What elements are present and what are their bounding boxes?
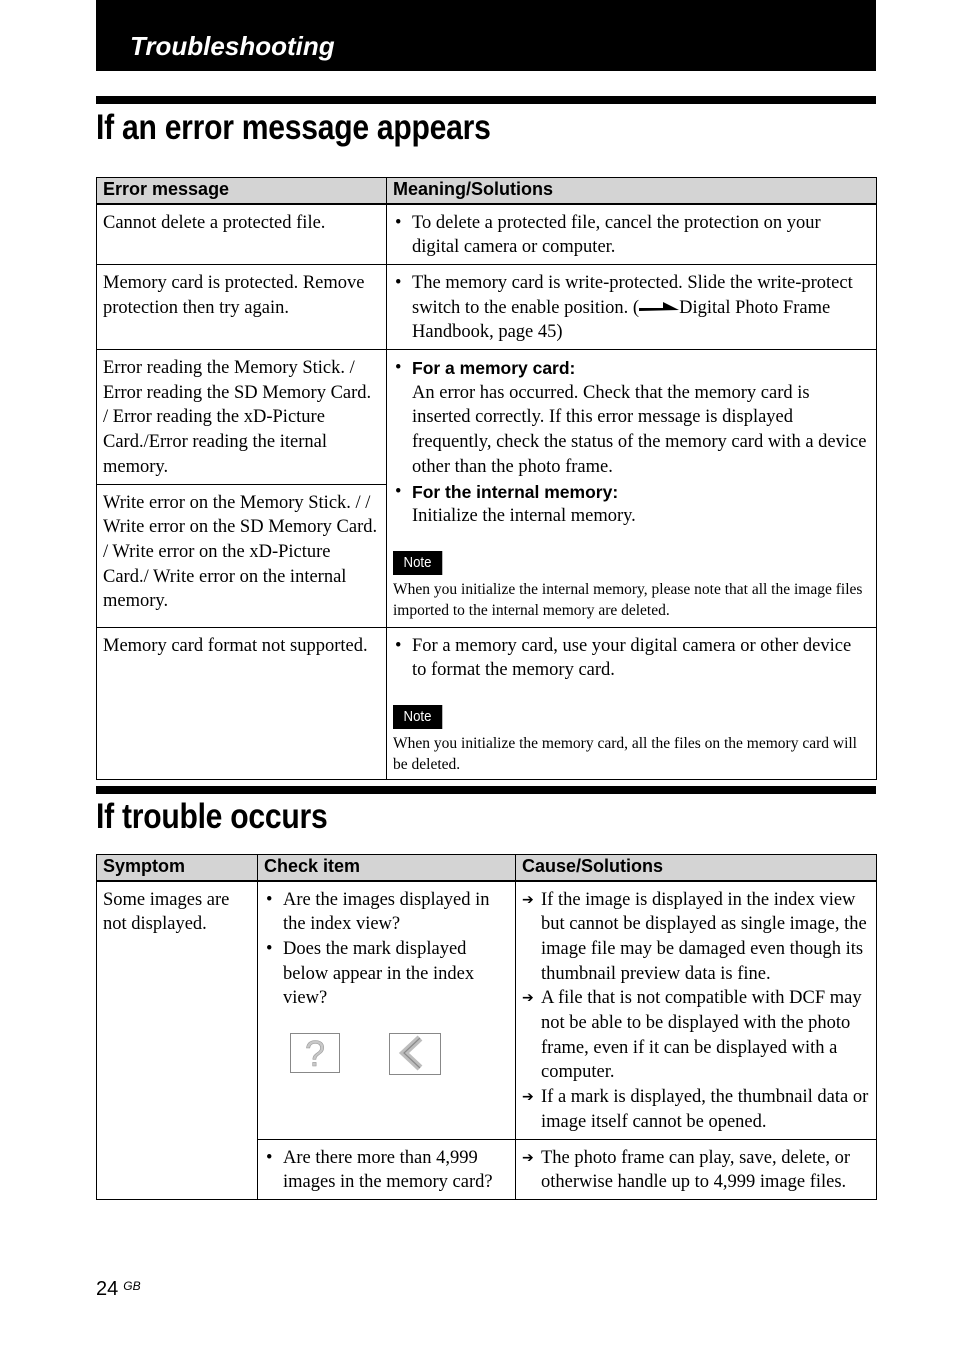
list-item	[393, 480, 870, 529]
error-message-cell: Cannot delete a protected file.	[97, 204, 387, 265]
reference-arrow-icon	[639, 300, 679, 314]
cause-cell	[516, 1139, 877, 1199]
trouble-section-title: If trouble occurs	[96, 797, 328, 836]
list-item: ➔ If a mark is displayed, the thumbnail data or image itself cannot be opened.	[522, 1085, 870, 1134]
list-item	[393, 271, 870, 345]
check-cell	[258, 1139, 516, 1199]
title-rule	[96, 786, 876, 794]
title-rule	[96, 96, 876, 104]
list-item: • Are the images displayed in the index view?	[264, 888, 509, 937]
solution-cell	[387, 264, 877, 349]
error-message-cell: Write error on the Memory Stick. / / Write error on the SD Memory Card. / Write error on the xD-Picture Card./ Write error on the internal memory.	[97, 484, 387, 627]
list-item: ➔ If the image is displayed in the index view but cannot be displayed as single image, the image file may be damaged even though its thumbnail preview data is fine.	[522, 888, 870, 987]
table-row	[97, 264, 877, 349]
list-item: • Are there more than 4,999 images in the memory card?	[264, 1146, 509, 1195]
symptom-cell: Some images are not displayed.	[97, 881, 258, 1200]
table-row	[97, 350, 877, 485]
note-text: When you initialize the internal memory, please note that all the image files imported to the internal memory are deleted.	[393, 580, 863, 619]
table-row	[97, 204, 877, 265]
col-header-cause: Cause/Solutions	[516, 855, 877, 881]
solution-cell	[387, 627, 877, 779]
note-label: Note	[393, 705, 442, 729]
col-header-error-message: Error message	[97, 178, 387, 204]
solution-text: The memory card is write-protected. Slide the write-protect switch to the enable position. (	[412, 272, 853, 318]
page-language-code: GB	[123, 1279, 141, 1293]
check-cell	[258, 881, 516, 1140]
col-header-symptom: Symptom	[97, 855, 258, 881]
list-item: ➔ A file that is not compatible with DCF may not be able to be displayed with the photo frame, even if it can be displayed with a computer.	[522, 986, 870, 1085]
col-header-check-item: Check item	[258, 855, 516, 881]
col-header-meaning: Meaning/Solutions	[387, 178, 877, 204]
error-message-cell: Memory card format not supported.	[97, 627, 387, 779]
internal-heading: • For the internal memory:	[412, 481, 619, 502]
list-item: • Does the mark displayed below appear in the index view?	[264, 937, 509, 1011]
solution-cell	[387, 204, 877, 265]
table-row	[97, 627, 877, 779]
section-header-bar	[96, 0, 876, 71]
page-number	[96, 1278, 141, 1301]
section-header-title: Troubleshooting	[130, 31, 335, 61]
list-item: ➔ The photo frame can play, save, delete, or otherwise handle up to 4,999 image files.	[522, 1146, 870, 1195]
solution-cell	[387, 350, 877, 628]
unknown-file-icon	[290, 1033, 340, 1073]
trouble-table	[96, 854, 877, 1200]
note-label: Note	[393, 551, 442, 575]
internal-text: Initialize the internal memory.	[412, 506, 636, 527]
cause-cell	[516, 881, 877, 1140]
svg-text:?: ?	[304, 1034, 326, 1073]
error-section-title: If an error message appears	[96, 108, 491, 147]
list-item: • To delete a protected file, cancel the protection on your digital camera or computer.	[393, 211, 870, 260]
error-table	[96, 177, 877, 780]
solution-text: Digital Photo Frame Handbook, page 45)	[412, 297, 831, 343]
memcard-text: An error has occurred. Check that the memory card is inserted correctly. If this error message is displayed frequently, check the status of the memory card with a device other than the photo frame.	[412, 382, 867, 477]
memcard-heading: • For a memory card:	[412, 358, 576, 379]
mark-icons	[264, 1033, 509, 1075]
note-text: When you initialize the memory card, all the files on the memory card will be deleted.	[393, 734, 857, 773]
list-item	[393, 356, 870, 480]
page-number-value: 24	[96, 1278, 119, 1300]
error-message-cell: Memory card is protected. Remove protection then try again.	[97, 264, 387, 349]
error-message-cell: Error reading the Memory Stick. / Error reading the SD Memory Card. / Error reading the xD-Picture Card./Error reading the iternal memory.	[97, 350, 387, 485]
broken-file-icon	[389, 1033, 441, 1075]
list-item: • For a memory card, use your digital camera or other device to format the memory card.	[393, 634, 870, 683]
table-row	[97, 881, 877, 1140]
